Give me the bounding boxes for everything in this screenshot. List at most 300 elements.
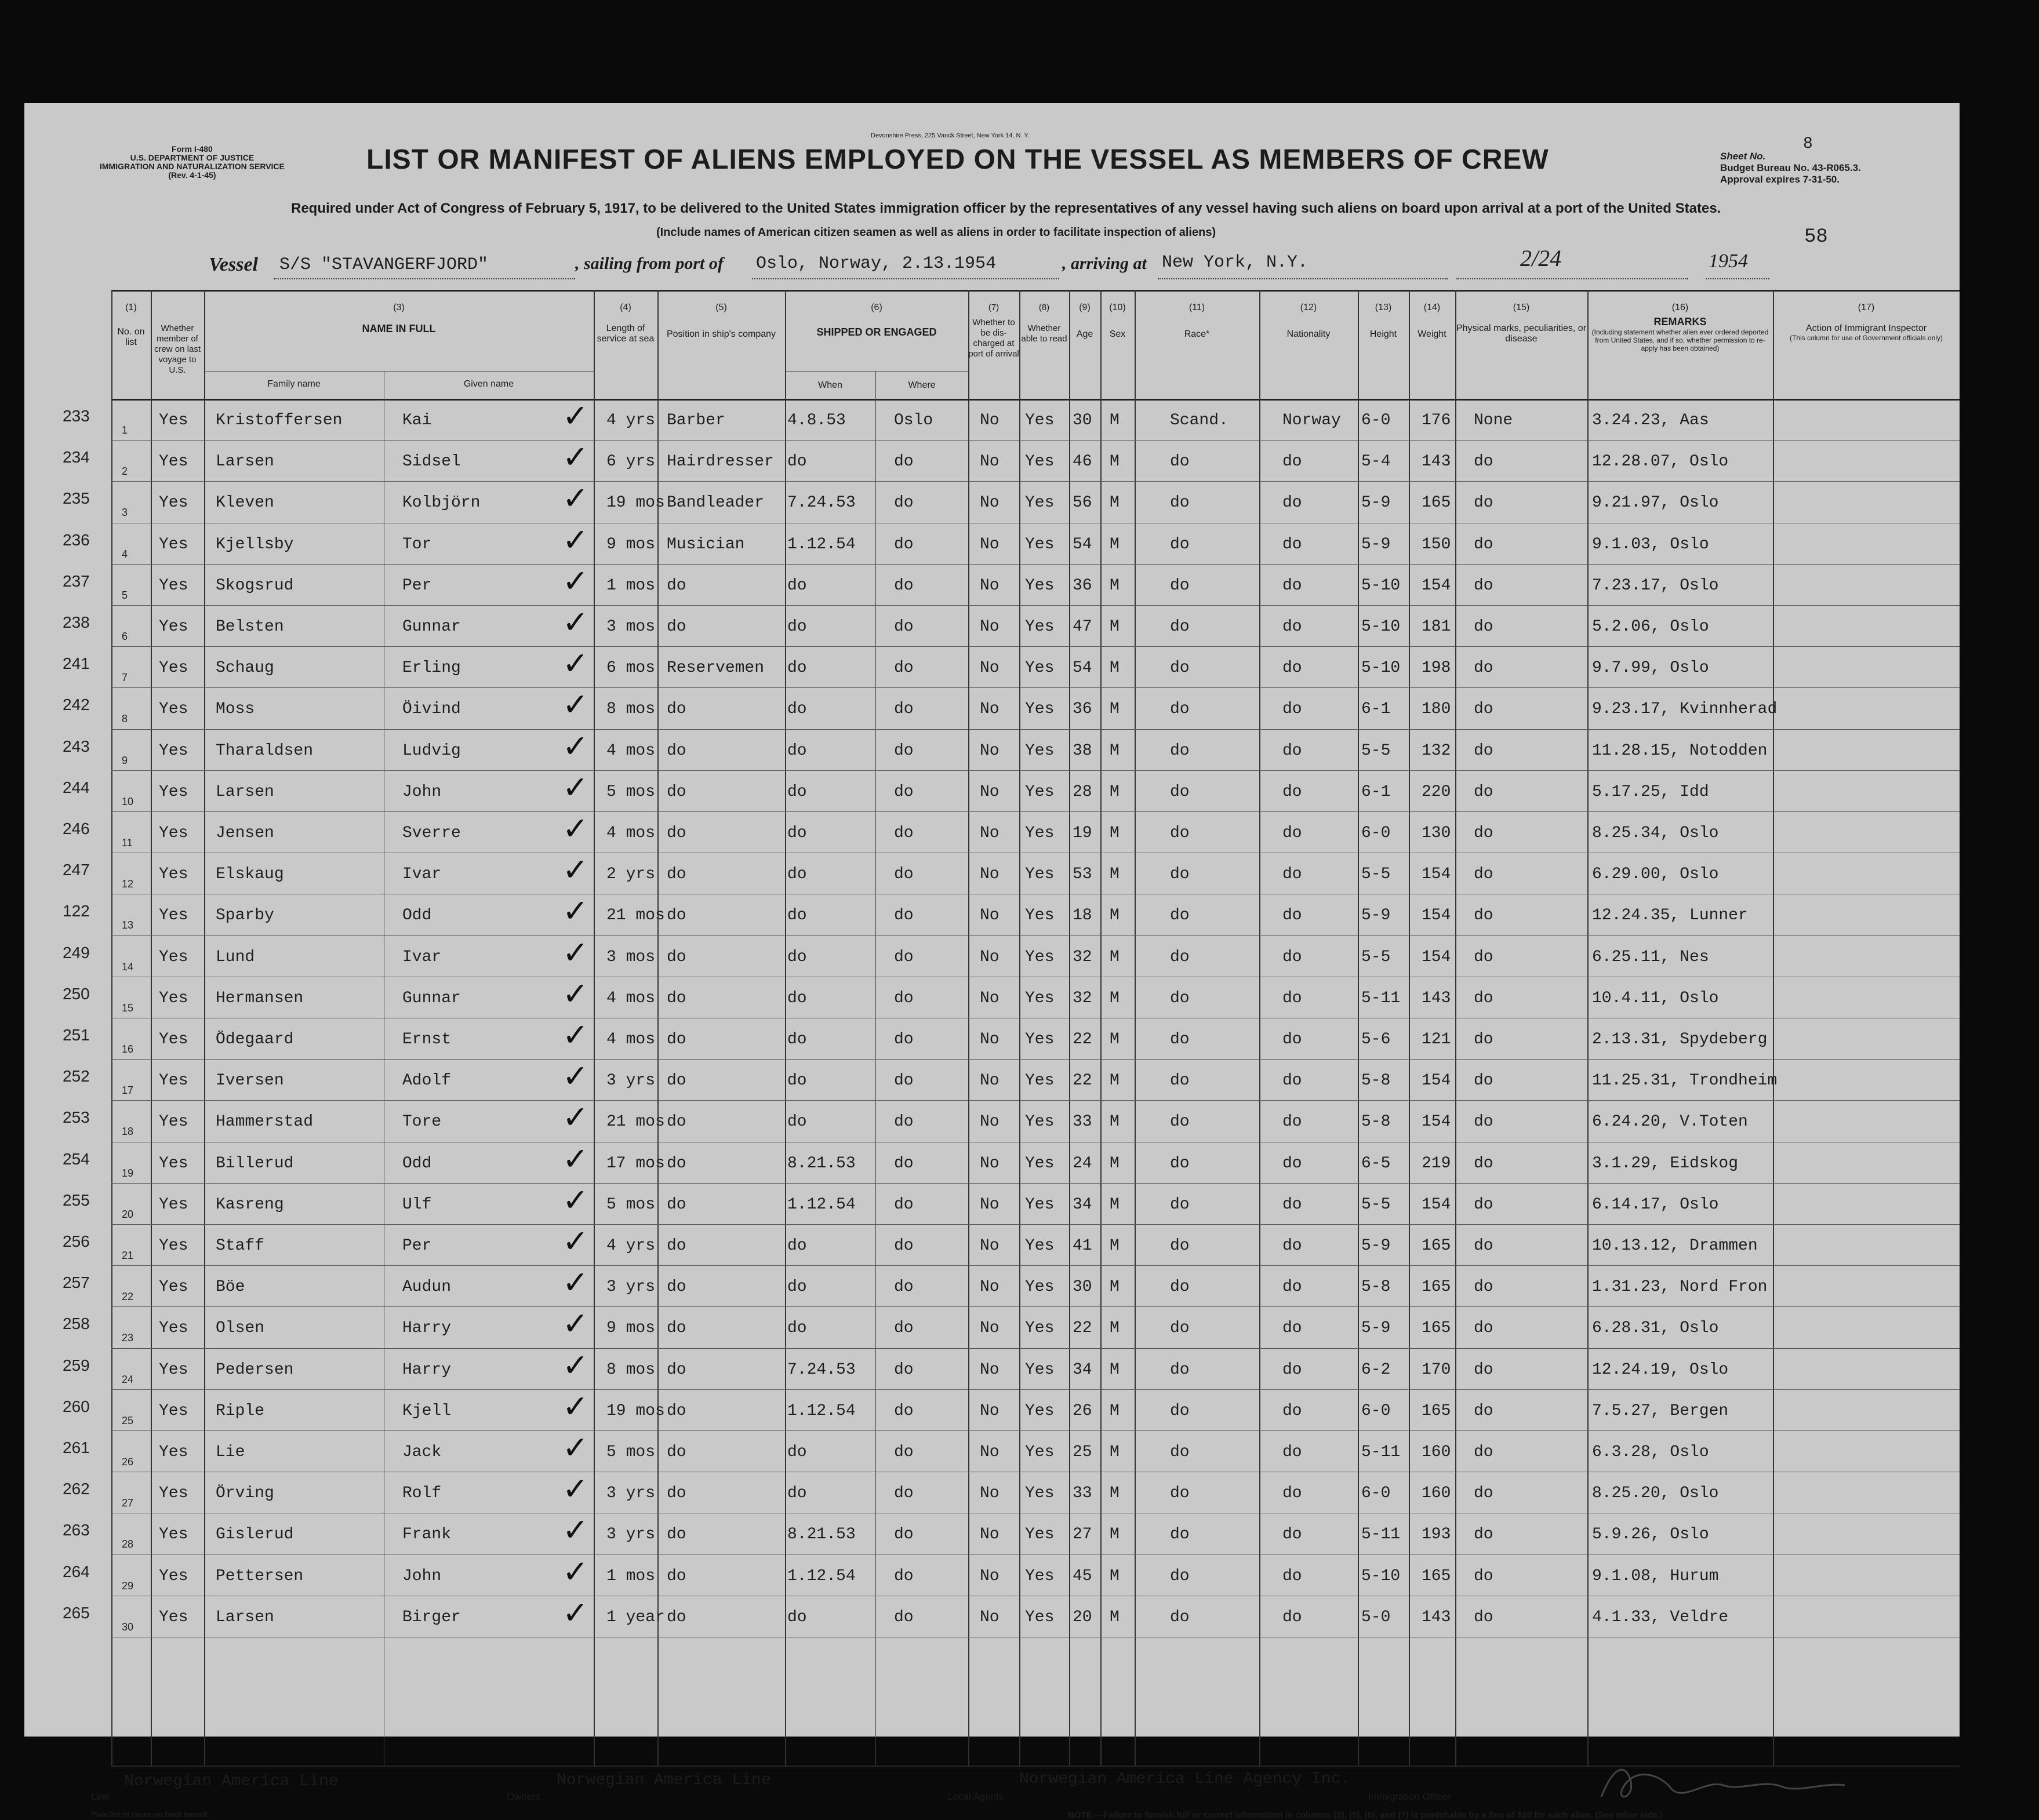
length-of-service: 3 yrs — [606, 1484, 656, 1503]
position: Barber — [667, 412, 725, 429]
height: 5-10 — [1361, 576, 1401, 595]
family-name: Ödegaard — [216, 1031, 294, 1049]
height: 6-2 — [1361, 1360, 1391, 1379]
sex: M — [1110, 1031, 1120, 1049]
shipped-where: do — [894, 535, 914, 554]
crew-on-last-voyage: Yes — [159, 1072, 188, 1090]
nationality: do — [1282, 948, 1302, 966]
discharged: No — [980, 1608, 999, 1626]
remarks: 12.28.07, Oslo — [1592, 453, 1729, 471]
height: 5-11 — [1361, 1526, 1401, 1544]
col-discharged-header: (7) Whether to be dis-charged at port of arrival — [968, 303, 1019, 359]
col-read-header: (8) Whether able to read — [1021, 303, 1067, 344]
length-of-service: 8 mos — [606, 700, 656, 719]
age: 22 — [1073, 1031, 1092, 1049]
remarks: 12.24.19, Oslo — [1592, 1360, 1729, 1379]
shipped-where: Oslo — [894, 412, 933, 429]
sex: M — [1110, 453, 1120, 471]
height: 5-8 — [1361, 1113, 1391, 1131]
crew-on-last-voyage: Yes — [159, 865, 188, 884]
position: do — [667, 865, 686, 884]
list-number: 257 — [63, 1273, 90, 1292]
family-name: Lie — [216, 1443, 245, 1461]
shipped-when: 1.12.54 — [787, 1195, 856, 1214]
checkmark-icon: ✓ — [562, 1512, 589, 1549]
sailing-port: Oslo, Norway, 2.13.1954 — [756, 254, 997, 274]
able-to-read: Yes — [1025, 865, 1055, 884]
position: do — [667, 1113, 686, 1131]
length-of-service: 9 mos — [606, 1319, 656, 1338]
age: 30 — [1073, 412, 1092, 429]
able-to-read: Yes — [1025, 1608, 1055, 1626]
sex: M — [1110, 1195, 1120, 1214]
height: 5-10 — [1361, 659, 1401, 678]
crew-on-last-voyage: Yes — [159, 659, 188, 678]
form-id-block — [100, 145, 285, 180]
vessel-label: Vessel — [209, 254, 258, 275]
able-to-read: Yes — [1025, 1278, 1055, 1297]
nationality: do — [1282, 865, 1302, 884]
shipped-when: do — [787, 1608, 807, 1626]
checkmark-icon: ✓ — [562, 769, 589, 806]
age: 45 — [1073, 1567, 1092, 1585]
line-number: 4 — [122, 548, 128, 560]
checkmark-icon: ✓ — [562, 727, 589, 765]
family-name: Pettersen — [216, 1567, 304, 1585]
col-age-header: (9) Age — [1076, 303, 1093, 339]
sex: M — [1110, 1402, 1120, 1420]
nationality: do — [1282, 1072, 1302, 1090]
discharged: No — [980, 907, 999, 925]
col-height-header: (13) Height — [1369, 303, 1397, 339]
age: 34 — [1073, 1195, 1092, 1214]
crew-on-last-voyage: Yes — [159, 412, 188, 429]
position: do — [667, 907, 686, 925]
length-of-service: 3 mos — [606, 948, 656, 966]
col-family-header: Family name — [267, 379, 321, 389]
able-to-read: Yes — [1025, 1113, 1055, 1131]
given-name: Birger — [402, 1608, 461, 1626]
position: do — [667, 1608, 686, 1626]
crew-on-last-voyage: Yes — [159, 989, 188, 1007]
length-of-service: 4 yrs — [606, 1237, 656, 1255]
shipped-when: 1.12.54 — [787, 535, 856, 554]
position: do — [667, 1072, 686, 1090]
checkmark-icon: ✓ — [562, 1181, 589, 1218]
height: 5-8 — [1361, 1278, 1391, 1297]
family-name: Hermansen — [216, 989, 304, 1007]
family-name: Tharaldsen — [216, 741, 314, 760]
list-number: 263 — [63, 1521, 90, 1539]
nationality: do — [1282, 576, 1302, 595]
height: 5-4 — [1361, 453, 1391, 471]
able-to-read: Yes — [1025, 659, 1055, 678]
owners-value: Norwegian America Line — [557, 1771, 771, 1789]
given-name: Ernst — [402, 1031, 452, 1049]
able-to-read: Yes — [1025, 576, 1055, 595]
position: do — [667, 824, 686, 842]
age: 25 — [1073, 1443, 1092, 1461]
list-number: 244 — [63, 778, 90, 796]
family-name: Schaug — [216, 659, 274, 678]
shipped-when: do — [787, 865, 807, 884]
line-number: 26 — [122, 1456, 134, 1468]
shipped-when: do — [787, 1237, 807, 1255]
list-number: 238 — [63, 613, 90, 631]
race: do — [1170, 948, 1190, 966]
arriving-port: New York, N.Y. — [1162, 253, 1309, 272]
crew-on-last-voyage: Yes — [159, 1608, 188, 1626]
sex: M — [1110, 1484, 1120, 1503]
physical-marks: None — [1474, 412, 1513, 429]
race: do — [1170, 535, 1190, 554]
checkmark-icon: ✓ — [562, 562, 589, 599]
list-number: 235 — [63, 489, 90, 508]
physical-marks: do — [1474, 1484, 1493, 1503]
shipped-when: do — [787, 782, 807, 801]
given-name: Tor — [402, 535, 432, 554]
checkmark-icon: ✓ — [562, 1429, 589, 1466]
remarks: 9.7.99, Oslo — [1592, 659, 1709, 678]
shipped-when: 7.24.53 — [787, 1360, 856, 1379]
list-number: 253 — [63, 1108, 90, 1127]
crew-on-last-voyage: Yes — [159, 700, 188, 719]
nationality: do — [1282, 535, 1302, 554]
arriving-label: , arriving at — [1062, 254, 1147, 273]
length-of-service: 1 mos — [606, 1567, 656, 1585]
department-name: U.S. DEPARTMENT OF JUSTICE — [130, 153, 255, 162]
remarks: 7.5.27, Bergen — [1592, 1402, 1729, 1420]
length-of-service: 4 mos — [606, 1031, 656, 1049]
length-of-service: 5 mos — [606, 1195, 656, 1214]
remarks: 6.29.00, Oslo — [1592, 865, 1719, 884]
able-to-read: Yes — [1025, 700, 1055, 719]
weight: 193 — [1422, 1526, 1451, 1544]
discharged: No — [980, 741, 999, 760]
crew-on-last-voyage: Yes — [159, 576, 188, 595]
discharged: No — [980, 1567, 999, 1585]
weight: 176 — [1422, 412, 1451, 429]
sex: M — [1110, 700, 1120, 719]
given-name: Per — [402, 1237, 432, 1255]
length-of-service: 5 mos — [606, 1443, 656, 1461]
family-name: Jensen — [216, 824, 274, 842]
discharged: No — [980, 948, 999, 966]
crew-on-last-voyage: Yes — [159, 1031, 188, 1049]
length-of-service: 3 yrs — [606, 1072, 656, 1090]
sex: M — [1110, 948, 1120, 966]
discharged: No — [980, 1402, 999, 1420]
weight: 165 — [1422, 1237, 1451, 1255]
given-name: Gunnar — [402, 618, 461, 636]
list-number: 242 — [63, 696, 90, 714]
given-name: Audun — [402, 1278, 452, 1297]
nationality: do — [1282, 1278, 1302, 1297]
able-to-read: Yes — [1025, 1402, 1055, 1420]
shipped-when: do — [787, 576, 807, 595]
line-number: 2 — [122, 465, 128, 478]
nationality: do — [1282, 1195, 1302, 1214]
discharged: No — [980, 576, 999, 595]
height: 5-9 — [1361, 1319, 1391, 1338]
shipped-where: do — [894, 824, 914, 842]
family-name: Larsen — [216, 782, 274, 801]
crew-on-last-voyage: Yes — [159, 1443, 188, 1461]
officer-signature — [1590, 1756, 1862, 1808]
family-name: Moss — [216, 700, 255, 719]
position: do — [667, 782, 686, 801]
position: do — [667, 618, 686, 636]
race: do — [1170, 907, 1190, 925]
list-number: 264 — [63, 1562, 90, 1581]
given-name: Frank — [402, 1526, 452, 1544]
nationality: do — [1282, 494, 1302, 512]
able-to-read: Yes — [1025, 1360, 1055, 1379]
shipped-when: 8.21.53 — [787, 1526, 856, 1544]
family-name: Larsen — [216, 453, 274, 471]
race: do — [1170, 576, 1190, 595]
weight: 160 — [1422, 1484, 1451, 1503]
height: 5-8 — [1361, 1072, 1391, 1090]
race: do — [1170, 1567, 1190, 1585]
position: do — [667, 1195, 686, 1214]
list-number: 250 — [63, 984, 90, 1003]
able-to-read: Yes — [1025, 782, 1055, 801]
race: do — [1170, 1154, 1190, 1173]
checkmark-icon: ✓ — [562, 1388, 589, 1425]
line-number: 1 — [122, 424, 128, 436]
physical-marks: do — [1474, 865, 1493, 884]
crew-on-last-voyage: Yes — [159, 782, 188, 801]
discharged: No — [980, 1031, 999, 1049]
shipped-when: do — [787, 1113, 807, 1131]
age: 20 — [1073, 1608, 1092, 1626]
race: do — [1170, 1072, 1190, 1090]
length-of-service: 4 yrs — [606, 412, 656, 429]
shipped-when: do — [787, 1443, 807, 1461]
physical-marks: do — [1474, 782, 1493, 801]
shipped-where: do — [894, 989, 914, 1007]
family-name: Riple — [216, 1402, 265, 1420]
remarks: 10.4.11, Oslo — [1592, 989, 1719, 1007]
weight: 165 — [1422, 1402, 1451, 1420]
list-number: 258 — [63, 1315, 90, 1333]
family-name: Larsen — [216, 1608, 274, 1626]
nationality: do — [1282, 618, 1302, 636]
given-name: Sverre — [402, 824, 461, 842]
length-of-service: 6 mos — [606, 659, 656, 678]
position: do — [667, 1402, 686, 1420]
able-to-read: Yes — [1025, 412, 1055, 429]
checkmark-icon: ✓ — [562, 1553, 589, 1590]
nationality: do — [1282, 782, 1302, 801]
height: 5-9 — [1361, 535, 1391, 554]
age: 24 — [1073, 1154, 1092, 1173]
age: 33 — [1073, 1484, 1092, 1503]
length-of-service: 5 mos — [606, 782, 656, 801]
crew-on-last-voyage: Yes — [159, 1237, 188, 1255]
able-to-read: Yes — [1025, 1526, 1055, 1544]
list-number: 233 — [63, 407, 90, 425]
age: 19 — [1073, 824, 1092, 842]
sex: M — [1110, 576, 1120, 595]
remarks: 6.14.17, Oslo — [1592, 1195, 1719, 1214]
line-number: 17 — [122, 1084, 134, 1097]
checkmark-icon: ✓ — [562, 1264, 589, 1301]
physical-marks: do — [1474, 1154, 1493, 1173]
sex: M — [1110, 1567, 1120, 1585]
col-marks-header: (15) Physical marks, peculiarities, or disease — [1456, 303, 1587, 344]
list-number: 260 — [63, 1397, 90, 1415]
shipped-when: do — [787, 1319, 807, 1338]
given-name: Odd — [402, 907, 432, 925]
line-number: 28 — [122, 1538, 134, 1550]
remarks: 1.31.23, Nord Fron — [1592, 1278, 1768, 1297]
age: 26 — [1073, 1402, 1092, 1420]
shipped-when: 8.21.53 — [787, 1154, 856, 1173]
remarks: 9.1.03, Oslo — [1592, 535, 1709, 554]
sex: M — [1110, 412, 1120, 429]
race: do — [1170, 1278, 1190, 1297]
age: 46 — [1073, 453, 1092, 471]
col-remarks-header: (16) REMARKS (Including statement whether alien ever ordered deported from United States, and if so, whether permission to re-apply has been obtained) — [1591, 303, 1769, 352]
page-number: 58 — [1804, 226, 1828, 248]
shipped-where: do — [894, 1237, 914, 1255]
discharged: No — [980, 1195, 999, 1214]
race: do — [1170, 700, 1190, 719]
races-note: *See list of races on back hereof. — [91, 1810, 209, 1819]
list-number: 249 — [63, 943, 90, 962]
race: do — [1170, 865, 1190, 884]
sex: M — [1110, 741, 1120, 760]
remarks: 6.25.11, Nes — [1592, 948, 1709, 966]
race: do — [1170, 1484, 1190, 1503]
remarks: 5.17.25, Idd — [1592, 782, 1709, 801]
approval-expiry: Approval expires 7-31-50. — [1720, 174, 1840, 185]
physical-marks: do — [1474, 700, 1493, 719]
position: do — [667, 1278, 686, 1297]
physical-marks: do — [1474, 1031, 1493, 1049]
discharged: No — [980, 535, 999, 554]
able-to-read: Yes — [1025, 1237, 1055, 1255]
line-number: 25 — [122, 1414, 134, 1426]
list-number: 254 — [63, 1149, 90, 1168]
race: do — [1170, 659, 1190, 678]
line-number: 18 — [122, 1126, 134, 1138]
sex: M — [1110, 1360, 1120, 1379]
list-number: 255 — [63, 1191, 90, 1209]
family-name: Skogsrud — [216, 576, 294, 595]
crew-on-last-voyage: Yes — [159, 535, 188, 554]
physical-marks: do — [1474, 1278, 1493, 1297]
line-number: 10 — [122, 795, 134, 807]
shipped-where: do — [894, 1484, 914, 1503]
shipped-when: do — [787, 618, 807, 636]
given-name: Kai — [402, 412, 432, 429]
vessel-name: S/S "STAVANGERFJORD" — [279, 255, 489, 275]
line-number: 15 — [122, 1002, 134, 1014]
able-to-read: Yes — [1025, 1031, 1055, 1049]
given-name: John — [402, 1567, 442, 1585]
shipped-where: do — [894, 1443, 914, 1461]
line-number: 11 — [122, 837, 133, 849]
crew-on-last-voyage: Yes — [159, 1278, 188, 1297]
sheet-label: Sheet No. — [1720, 151, 1766, 162]
physical-marks: do — [1474, 659, 1493, 678]
line-number: 24 — [122, 1373, 134, 1385]
position: do — [667, 1154, 686, 1173]
age: 54 — [1073, 659, 1092, 678]
nationality: do — [1282, 700, 1302, 719]
list-number: 247 — [63, 861, 90, 879]
race: do — [1170, 618, 1190, 636]
race: do — [1170, 1402, 1190, 1420]
able-to-read: Yes — [1025, 1195, 1055, 1214]
able-to-read: Yes — [1025, 1072, 1055, 1090]
length-of-service: 3 yrs — [606, 1278, 656, 1297]
family-name: Sparby — [216, 907, 274, 925]
shipped-when: do — [787, 824, 807, 842]
given-name: Erling — [402, 659, 461, 678]
list-number: 261 — [63, 1439, 90, 1457]
nationality: do — [1282, 453, 1302, 471]
shipped-where: do — [894, 782, 914, 801]
given-name: Tore — [402, 1113, 442, 1131]
crew-on-last-voyage: Yes — [159, 1360, 188, 1379]
list-number: 265 — [63, 1603, 90, 1622]
discharged: No — [980, 1278, 999, 1297]
shipped-where: do — [894, 1608, 914, 1626]
shipped-where: do — [894, 618, 914, 636]
discharged: No — [980, 1526, 999, 1544]
crew-on-last-voyage: Yes — [159, 494, 188, 512]
physical-marks: do — [1474, 1526, 1493, 1544]
length-of-service: 4 mos — [606, 989, 656, 1007]
position: do — [667, 1031, 686, 1049]
given-name: Öivind — [402, 700, 461, 719]
height: 5-9 — [1361, 494, 1391, 512]
race: do — [1170, 741, 1190, 760]
age: 28 — [1073, 782, 1092, 801]
able-to-read: Yes — [1025, 453, 1055, 471]
discharged: No — [980, 700, 999, 719]
agents-value: Norwegian America Line Agency Inc. — [1019, 1770, 1351, 1788]
height: 5-9 — [1361, 907, 1391, 925]
remarks: 12.24.35, Lunner — [1592, 907, 1748, 925]
nationality: do — [1282, 741, 1302, 760]
discharged: No — [980, 618, 999, 636]
race: do — [1170, 782, 1190, 801]
line-number: 6 — [122, 631, 128, 642]
discharged: No — [980, 659, 999, 678]
line-number: 21 — [122, 1250, 134, 1261]
height: 6-0 — [1361, 1402, 1391, 1420]
height: 5-11 — [1361, 1443, 1401, 1461]
position: do — [667, 576, 686, 595]
physical-marks: do — [1474, 1443, 1493, 1461]
line-value: Norwegian America Line — [124, 1772, 339, 1790]
shipped-where: do — [894, 1402, 914, 1420]
physical-marks: do — [1474, 1567, 1493, 1585]
owners-label: Owners — [507, 1791, 541, 1802]
col-crew-header: Whether member of crew on last voyage to U.S. — [154, 323, 201, 375]
line-number: 22 — [122, 1291, 134, 1303]
discharged: No — [980, 989, 999, 1007]
shipped-where: do — [894, 1154, 914, 1173]
shipped-where: do — [894, 1319, 914, 1338]
printer-line: Devonshire Press, 225 Varick Street, New York 14, N. Y. — [871, 132, 1030, 139]
discharged: No — [980, 1443, 999, 1461]
